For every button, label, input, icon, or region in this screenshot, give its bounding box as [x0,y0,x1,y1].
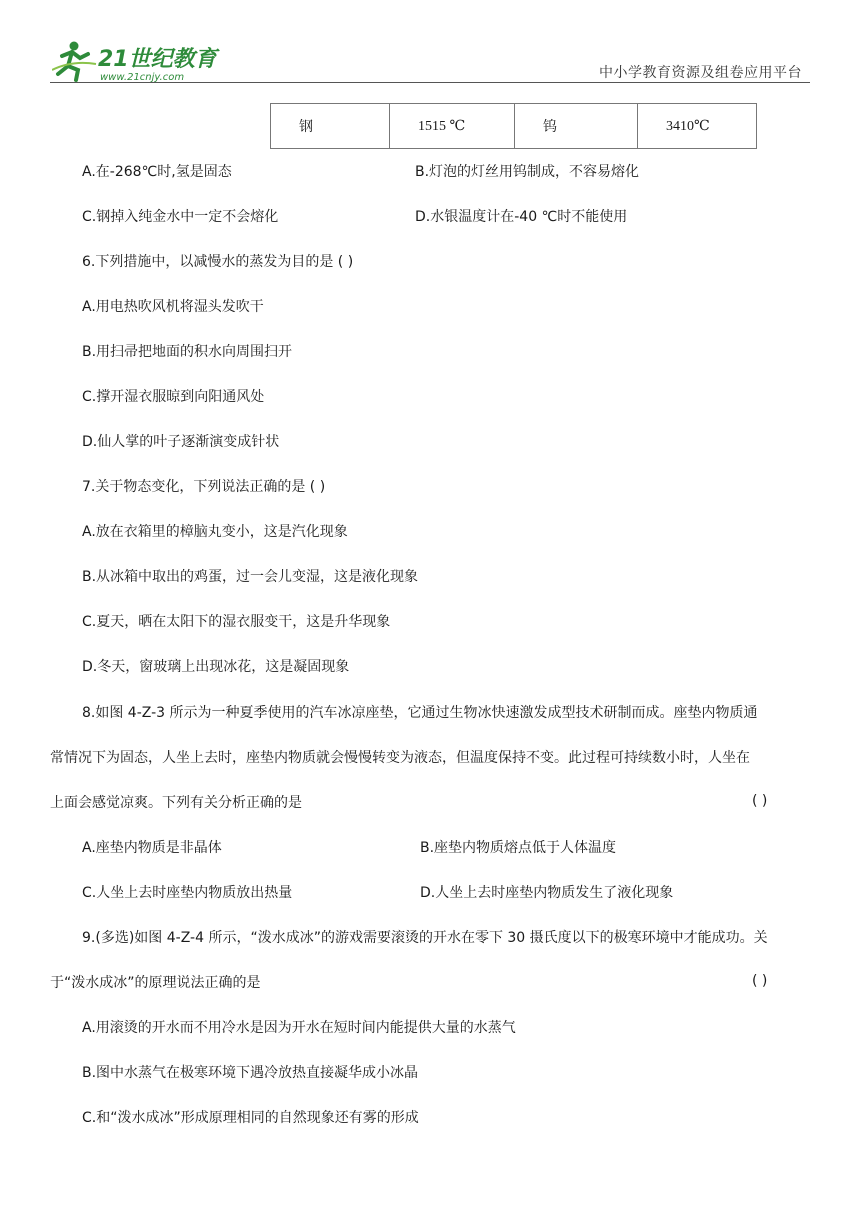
table-cell: 3410℃ [638,104,757,149]
q9-option-c: C.和“泼水成冰”形成原理相同的自然现象还有雾的形成 [82,1110,419,1126]
header-divider [50,82,810,83]
table-cell: 1515 ℃ [390,104,515,149]
q7-option-c: C.夏天，晒在太阳下的湿衣服变干，这是升华现象 [82,614,391,630]
q9-option-b: B.图中水蒸气在极寒环境下遇冷放热直接凝华成小冰晶 [82,1065,419,1081]
q8-answer-paren: ( ) [752,793,768,809]
table-row [271,104,757,149]
page-header [0,0,860,90]
table-cell: 钨 [515,104,638,149]
q8-option-d: D.人坐上去时座垫内物质发生了液化现象 [420,885,674,901]
q5-option-a: A.在-268℃时,氢是固态 [82,164,232,180]
q8-option-c: C.人坐上去时座垫内物质放出热量 [82,885,293,901]
q8-option-a: A.座垫内物质是非晶体 [82,840,222,856]
q9-stem-line2: 于“泼水成冰”的原理说法正确的是 [50,975,261,991]
q7-option-a: A.放在衣箱里的樟脑丸变小，这是汽化现象 [82,524,348,540]
q7-option-b: B.从冰箱中取出的鸡蛋，过一会儿变湿，这是液化现象 [82,569,419,585]
logo-text: 21世纪教育 [98,47,217,72]
melting-point-table [270,103,757,149]
table-cell: 钢 [271,104,390,149]
q6-stem: 6.下列措施中，以减慢水的蒸发为目的是 ( ) [82,254,354,270]
q5-option-d: D.水银温度计在-40 ℃时不能使用 [415,209,628,225]
21cnjy-logo [52,40,222,84]
q9-answer-paren: ( ) [752,973,768,989]
platform-name: 中小学教育资源及组卷应用平台 [599,65,802,81]
q6-option-d: D.仙人掌的叶子逐渐演变成针状 [82,434,280,450]
q8-option-b: B.座垫内物质熔点低于人体温度 [420,840,617,856]
q5-option-c: C.钢掉入纯金水中一定不会熔化 [82,209,279,225]
q5-option-b: B.灯泡的灯丝用钨制成，不容易熔化 [415,164,640,180]
q7-stem: 7.关于物态变化，下列说法正确的是 ( ) [82,479,326,495]
q9-option-a: A.用滚烫的开水而不用冷水是因为开水在短时间内能提供大量的水蒸气 [82,1020,516,1036]
q6-option-b: B.用扫帚把地面的积水向周围扫开 [82,344,293,360]
q7-option-d: D.冬天，窗玻璃上出现冰花，这是凝固现象 [82,659,350,675]
q8-stem-line1: 8.如图 4-Z-3 所示为一种夏季使用的汽车冰凉座垫，它通过生物冰快速激发成型技术研制而成。座垫内物质通 [82,705,758,721]
q9-stem-line1: 9.(多选)如图 4-Z-4 所示，“泼水成冰”的游戏需要滚烫的开水在零下 30 摄氏度以下的极寒环境中才能成功。关 [82,930,768,946]
q6-option-a: A.用电热吹风机将湿头发吹干 [82,299,264,315]
q8-stem-line2: 常情况下为固态，人坐上去时，座垫内物质就会慢慢转变为液态，但温度保持不变。此过程可持续数小时，人坐在 [50,750,750,766]
logo-url: www.21cnjy.com [100,72,185,83]
q6-option-c: C.撑开湿衣服晾到向阳通风处 [82,389,265,405]
q8-stem-line3: 上面会感觉凉爽。下列有关分析正确的是 [50,795,302,811]
